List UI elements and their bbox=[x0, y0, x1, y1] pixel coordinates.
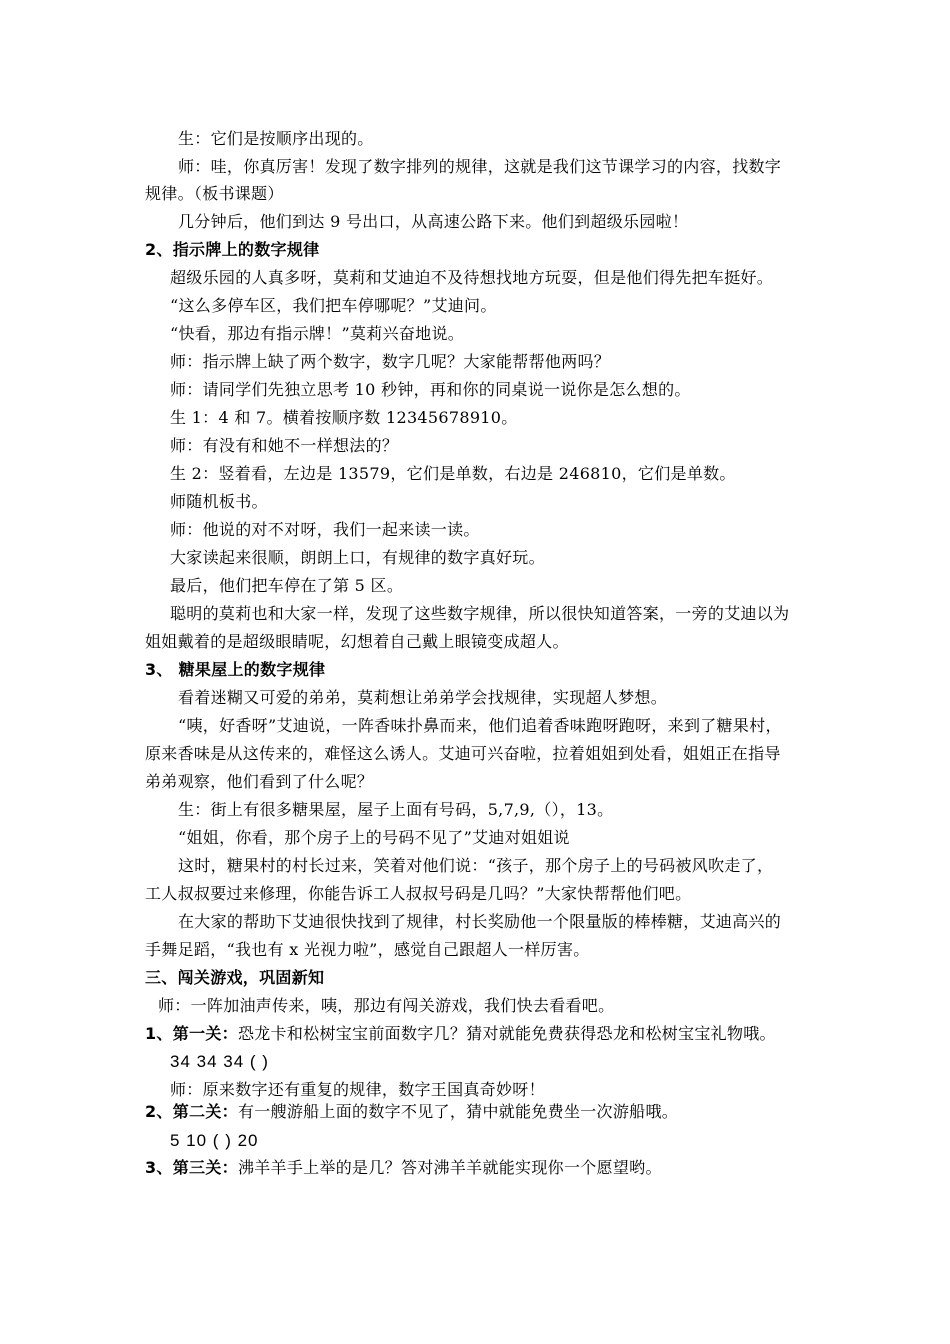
narrative-line: 聪明的莫莉也和大家一样，发现了这些数字规律，所以很快知道答案，一旁的艾迪以为 bbox=[170, 604, 790, 623]
level-title: 3、第三关： bbox=[145, 1158, 238, 1177]
narrative-line: 弟弟观察，他们看到了什么呢？ bbox=[145, 772, 374, 791]
dialogue-line: 师：哇，你真厉害！发现了数字排列的规律，这就是我们这节课学习的内容，找数字 bbox=[178, 157, 782, 176]
narrative-line: 原来香味是从这传来的，难怪这么诱人。艾迪可兴奋啦，拉着姐姐到处看，姐姐正在指导 bbox=[145, 744, 781, 763]
narrative-line: 姐姐戴着的是超级眼睛呢，幻想着自己戴上眼镜变成超人。 bbox=[145, 632, 569, 651]
level-text: 沸羊羊手上举的是几？答对沸羊羊就能实现你一个愿望哟。 bbox=[237, 1158, 662, 1177]
dialogue-line: “快看，那边有指示牌！”莫莉兴奋地说。 bbox=[170, 324, 465, 343]
narrative-line: 几分钟后，他们到达 9 号出口，从高速公路下来。他们到超级乐园啦！ bbox=[178, 212, 689, 231]
section-heading: 三、闯关游戏，巩固新知 bbox=[145, 968, 325, 987]
narrative-line: 师随机板书。 bbox=[170, 492, 268, 511]
section-heading: 3、 糖果屋上的数字规律 bbox=[145, 660, 326, 679]
dialogue-line: 生：街上有很多糖果屋，屋子上面有号码，5,7,9,（），13。 bbox=[178, 800, 614, 819]
level-title: 1、第一关： bbox=[145, 1024, 238, 1043]
narrative-line: 超级乐园的人真多呀，莫莉和艾迪迫不及待想找地方玩耍，但是他们得先把车挺好。 bbox=[170, 268, 774, 287]
dialogue-line: “这么多停车区，我们把车停哪呢？”艾迪问。 bbox=[170, 296, 497, 315]
narrative-line: 大家读起来很顺，朗朗上口，有规律的数字真好玩。 bbox=[170, 548, 545, 567]
dialogue-line: 生 1：4 和 7。横着按顺序数 12345678910。 bbox=[170, 408, 518, 427]
narrative-line: 这时，糖果村的村长过来，笑着对他们说：“孩子，那个房子上的号码被风吹走了， bbox=[178, 856, 774, 875]
dialogue-line: 师：指示牌上缺了两个数字，数字几呢？大家能帮帮他两吗？ bbox=[170, 352, 611, 371]
dialogue-line: 师：一阵加油声传来，咦，那边有闯关游戏，我们快去看看吧。 bbox=[158, 996, 615, 1015]
level-title: 2、第二关： bbox=[145, 1102, 238, 1121]
level-text: 有一艘游船上面的数字不见了，猜中就能免费坐一次游船哦。 bbox=[237, 1102, 679, 1121]
level-item bbox=[145, 1158, 662, 1178]
level-item bbox=[145, 1024, 776, 1044]
dialogue-line: 师：有没有和她不一样想法的？ bbox=[170, 436, 399, 455]
narrative-line: “咦，好香呀”艾迪说，一阵香味扑鼻而来，他们追着香味跑呀跑呀，来到了糖果村， bbox=[178, 716, 782, 735]
level-item bbox=[145, 1102, 678, 1122]
dialogue-line: 规律。（板书课题） bbox=[145, 184, 284, 203]
narrative-line: 看着迷糊又可爱的弟弟，莫莉想让弟弟学会找规律，实现超人梦想。 bbox=[178, 688, 668, 707]
level-text: 恐龙卡和松树宝宝前面数字几？猜对就能免费获得恐龙和松树宝宝礼物哦。 bbox=[237, 1024, 776, 1043]
narrative-line: 最后，他们把车停在了第 5 区。 bbox=[170, 576, 404, 595]
dialogue-line: 生：它们是按顺序出现的。 bbox=[178, 129, 374, 148]
section-heading: 2、指示牌上的数字规律 bbox=[145, 240, 320, 259]
narrative-line: 手舞足蹈，“我也有 x 光视力啦”，感觉自己跟超人一样厉害。 bbox=[145, 940, 590, 959]
number-sequence: 34 34 34 ( ) bbox=[170, 1052, 269, 1071]
dialogue-line: 生 2：竖着看，左边是 13579，它们是单数，右边是 246810，它们是单数。 bbox=[170, 464, 736, 483]
dialogue-line: 师：请同学们先独立思考 10 秒钟，再和你的同桌说一说你是怎么想的。 bbox=[170, 380, 691, 399]
number-sequence: 5 10 ( ) 20 bbox=[170, 1131, 259, 1150]
dialogue-line: 师：原来数字还有重复的规律，数字王国真奇妙呀！ bbox=[170, 1080, 545, 1099]
dialogue-line: “姐姐，你看，那个房子上的号码不见了”艾迪对姐姐说 bbox=[178, 828, 570, 847]
dialogue-line: 师：他说的对不对呀，我们一起来读一读。 bbox=[170, 520, 480, 539]
narrative-line: 在大家的帮助下艾迪很快找到了规律，村长奖励他一个限量版的棒棒糖，艾迪高兴的 bbox=[178, 912, 782, 931]
narrative-line: 工人叔叔要过来修理，你能告诉工人叔叔号码是几吗？”大家快帮帮他们吧。 bbox=[145, 884, 692, 903]
